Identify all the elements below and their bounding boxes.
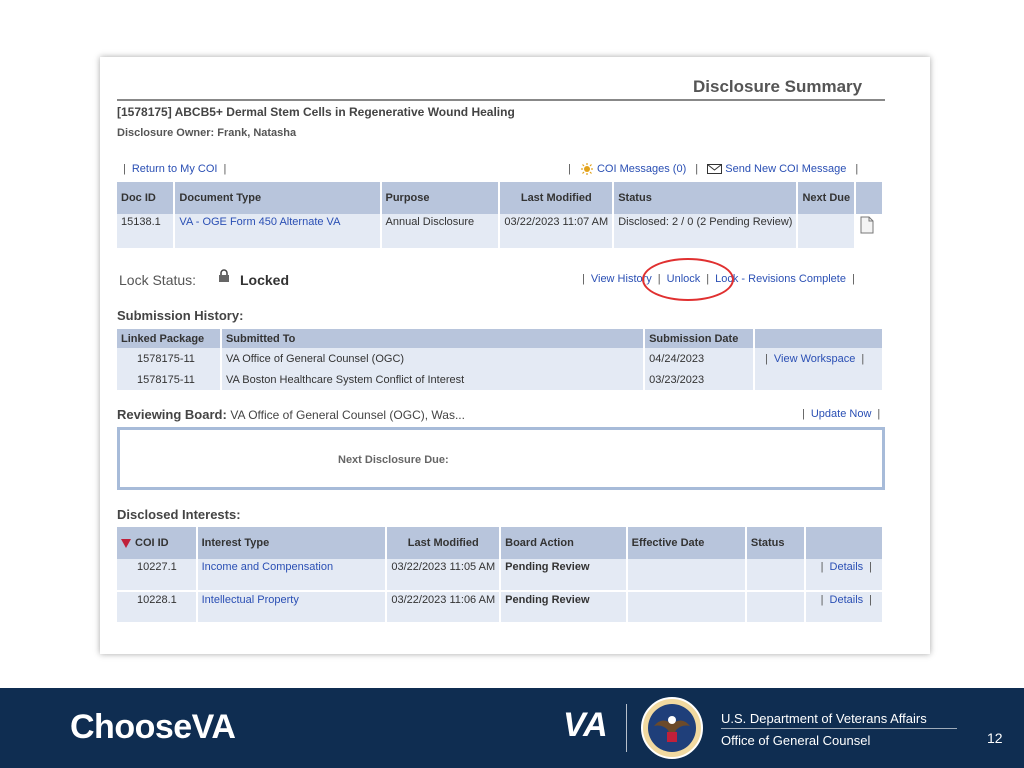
disclosure-title: [1578175] ABCB5+ Dermal Stem Cells in Regenerative Wound Healing (117, 105, 515, 119)
status-cell (746, 559, 805, 591)
submission-date-cell: 04/24/2023 (644, 348, 754, 369)
submission-history-table (117, 329, 884, 390)
last-modified-cell: 03/22/2023 11:07 AM (499, 214, 613, 248)
status-cell (746, 591, 805, 623)
coi-id-cell: 10227.1 (117, 559, 197, 591)
title-divider (117, 99, 885, 101)
col-linked-package: Linked Package (117, 329, 221, 348)
envelope-icon (707, 164, 722, 174)
table-row (117, 591, 883, 623)
lock-revisions-complete-link[interactable]: Lock - Revisions Complete (715, 273, 846, 285)
separator: | (568, 163, 571, 175)
separator: | (223, 163, 227, 175)
purpose-cell: Annual Disclosure (381, 214, 500, 248)
disclosed-interests-table (117, 527, 884, 624)
lock-icon (218, 269, 230, 283)
status-cell: Disclosed: 2 / 0 (2 Pending Review) (613, 214, 797, 248)
col-coi-id[interactable]: COI ID (117, 527, 197, 559)
department-name: U.S. Department of Veterans Affairs (721, 711, 927, 726)
effective-date-cell (627, 591, 746, 623)
col-actions (805, 527, 883, 559)
reviewing-board-row (117, 407, 465, 422)
unlock-link[interactable]: Unlock (666, 273, 701, 285)
page-title: Disclosure Summary (693, 77, 863, 96)
return-to-my-coi-link[interactable]: Return to My COI (131, 163, 218, 175)
separator: | (869, 561, 872, 573)
table-row (117, 214, 883, 248)
lock-status-label: Lock Status: (119, 272, 197, 288)
actions-cell (805, 559, 883, 591)
col-status: Status (613, 182, 797, 214)
sun-alert-icon (580, 163, 594, 175)
va-logo: VA (563, 706, 608, 744)
actions-cell (754, 369, 883, 390)
department-office: Office of General Counsel (721, 733, 871, 748)
col-submission-date: Submission Date (644, 329, 754, 348)
table-row (117, 559, 883, 591)
next-disclosure-due-label: Next Disclosure Due: (338, 454, 449, 466)
document-icon[interactable] (860, 216, 874, 234)
separator: | (851, 273, 855, 285)
last-modified-cell: 03/22/2023 11:06 AM (386, 591, 500, 623)
board-action-cell: Pending Review (500, 559, 627, 591)
disclosed-interests-label: Disclosed Interests: (117, 507, 241, 522)
separator: | (765, 352, 768, 365)
separator: | (820, 594, 824, 606)
document-type-link[interactable]: VA - OGE Form 450 Alternate VA (174, 214, 380, 248)
package-cell: 1578175-11 (117, 348, 221, 369)
col-last-modified: Last Modified (386, 527, 500, 559)
coi-messages-link[interactable]: COI Messages (0) (596, 163, 687, 175)
separator: | (861, 352, 865, 365)
footer-bar (0, 688, 1024, 768)
separator: | (582, 273, 585, 285)
col-last-modified: Last Modified (499, 182, 613, 214)
separator: | (123, 163, 126, 175)
coi-id-cell: 10228.1 (117, 591, 197, 623)
col-purpose: Purpose (381, 182, 500, 214)
page-number: 12 (987, 730, 1003, 746)
reviewing-board-label: Reviewing Board: (117, 407, 227, 422)
reviewing-board-value: VA Office of General Counsel (OGC), Was... (230, 408, 465, 422)
unlock-annotation-circle (642, 258, 734, 301)
submitted-to-cell: VA Office of General Counsel (OGC) (221, 348, 644, 369)
next-disclosure-box (117, 427, 885, 490)
footer-divider (626, 704, 627, 752)
col-document-type: Document Type (174, 182, 380, 214)
disclosure-owner: Disclosure Owner: Frank, Natasha (117, 127, 297, 139)
separator: | (657, 273, 661, 285)
separator: | (820, 561, 824, 573)
next-due-cell (797, 214, 855, 248)
actions-cell (754, 348, 883, 369)
col-board-action: Board Action (500, 527, 627, 559)
separator: | (855, 163, 859, 175)
send-coi-message-link[interactable]: Send New COI Message (725, 163, 847, 175)
sort-flag-icon[interactable] (121, 539, 131, 548)
col-effective-date: Effective Date (627, 527, 746, 559)
separator: | (706, 273, 710, 285)
interest-type-link[interactable]: Income and Compensation (197, 559, 387, 591)
package-cell: 1578175-11 (117, 369, 221, 390)
submitted-to-cell: VA Boston Healthcare System Conflict of Interest (221, 369, 644, 390)
view-history-link[interactable]: View History (590, 273, 652, 285)
last-modified-cell: 03/22/2023 11:05 AM (386, 559, 500, 591)
va-seal-icon (640, 696, 704, 760)
separator: | (802, 408, 805, 420)
documents-table (117, 182, 884, 248)
message-links (562, 163, 864, 175)
return-links (117, 163, 232, 175)
board-action-cell: Pending Review (500, 591, 627, 623)
separator: | (695, 163, 699, 175)
col-doc-id: Doc ID (117, 182, 174, 214)
department-divider (721, 728, 957, 729)
table-row (117, 348, 883, 369)
interest-type-link[interactable]: Intellectual Property (197, 591, 387, 623)
lock-status-value: Locked (240, 272, 290, 288)
col-next-due: Next Due (797, 182, 855, 214)
effective-date-cell (627, 559, 746, 591)
coi-screenshot (100, 57, 930, 654)
col-status: Status (746, 527, 805, 559)
details-link[interactable]: Details (829, 561, 864, 573)
details-link[interactable]: Details (829, 594, 864, 606)
col-file (855, 182, 883, 214)
submission-history-label: Submission History: (117, 308, 244, 323)
update-links (796, 408, 886, 420)
col-actions (754, 329, 883, 348)
choose-va-logo: ChooseVA (70, 708, 236, 746)
col-interest-type: Interest Type (197, 527, 387, 559)
table-row (117, 369, 883, 390)
separator: | (869, 594, 872, 606)
separator: | (877, 408, 881, 420)
update-now-link[interactable]: Update Now (810, 408, 872, 420)
view-workspace-link[interactable]: View Workspace (773, 352, 856, 365)
col-submitted-to: Submitted To (221, 329, 644, 348)
doc-id-cell: 15138.1 (117, 214, 174, 248)
file-cell[interactable] (855, 214, 883, 248)
actions-cell (805, 591, 883, 623)
submission-date-cell: 03/23/2023 (644, 369, 754, 390)
